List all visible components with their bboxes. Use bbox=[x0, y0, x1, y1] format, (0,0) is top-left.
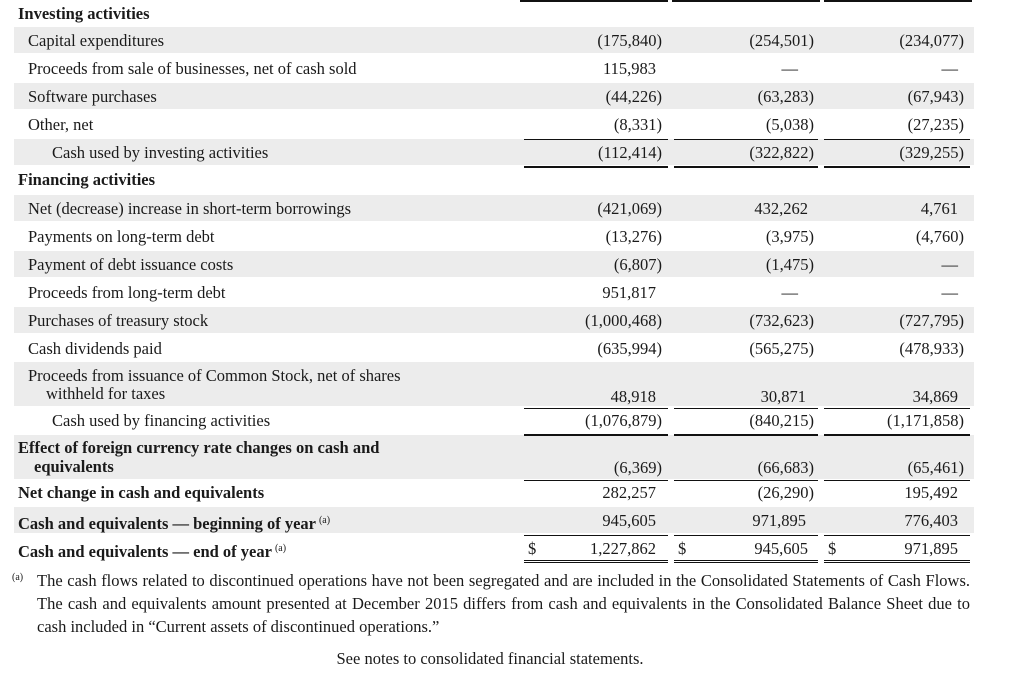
value-2015: (26,290) bbox=[757, 483, 814, 502]
row-label-continued: equivalents bbox=[34, 457, 114, 476]
subtotal-rule bbox=[524, 480, 668, 481]
value-2014: (65,461) bbox=[907, 458, 964, 477]
table-row bbox=[0, 283, 1024, 311]
value-2016: 115,983 bbox=[602, 59, 656, 78]
total-rule bbox=[674, 166, 818, 168]
value-2015: (63,283) bbox=[757, 87, 814, 106]
row-label: Proceeds from sale of businesses, net of cash sold bbox=[28, 59, 357, 78]
see-notes-caption: See notes to consolidated financial statements. bbox=[336, 649, 644, 668]
table-row bbox=[0, 366, 1024, 410]
value-2014: 195,492 bbox=[904, 483, 958, 502]
value-2015: 971,895 bbox=[752, 511, 806, 530]
subtotal-rule bbox=[674, 139, 818, 140]
value-2016: 1,227,862 bbox=[590, 539, 656, 558]
value-2015: (322,822) bbox=[749, 143, 814, 162]
value-2014: — bbox=[941, 59, 958, 78]
value-2016: (112,414) bbox=[597, 143, 662, 162]
value-2014: 776,403 bbox=[904, 511, 958, 530]
value-2016: 282,257 bbox=[602, 483, 656, 502]
subtotal-rule bbox=[674, 480, 818, 481]
value-2015: (254,501) bbox=[749, 31, 814, 50]
subtotal-rule bbox=[524, 139, 668, 140]
row-label: Cash and equivalents — beginning of year $^{(a)}$ bbox=[18, 514, 331, 533]
row-label-continued: withheld for taxes bbox=[46, 384, 166, 403]
value-2014: 971,895 bbox=[904, 539, 958, 558]
row-label: Purchases of treasury stock bbox=[28, 311, 209, 330]
value-2016: (1,000,468) bbox=[585, 311, 662, 330]
total-rule bbox=[824, 166, 970, 168]
value-2015: (66,683) bbox=[757, 458, 814, 477]
subtotal-rule bbox=[824, 480, 970, 481]
subtotal-rule bbox=[824, 408, 970, 409]
subtotal-rule bbox=[824, 535, 970, 536]
value-2014: (1,171,858) bbox=[887, 411, 964, 430]
row-label: Cash dividends paid bbox=[28, 339, 162, 358]
row-label: Net change in cash and equivalents bbox=[18, 483, 265, 502]
total-rule bbox=[674, 434, 818, 436]
value-2014: 4,761 bbox=[920, 199, 958, 218]
row-label: Payments on long-term debt bbox=[28, 227, 215, 246]
row-label: Cash used by financing activities bbox=[52, 411, 271, 430]
row-label: Effect of foreign currency rate changes on cash and bbox=[18, 438, 380, 457]
value-2015: (3,975) bbox=[765, 227, 814, 246]
value-2016: (175,840) bbox=[597, 31, 662, 50]
row-label: Software purchases bbox=[28, 87, 157, 106]
table-row bbox=[0, 255, 1024, 283]
table-row bbox=[0, 87, 1024, 115]
value-2016: (8,331) bbox=[613, 115, 662, 134]
value-2016: (13,276) bbox=[605, 227, 662, 246]
footnote-mark: (a) bbox=[12, 572, 24, 583]
value-2014: (478,933) bbox=[899, 339, 964, 358]
value-2016: (6,807) bbox=[613, 255, 662, 274]
table-row bbox=[0, 31, 1024, 59]
net-change-row bbox=[0, 483, 1024, 511]
double-total-rule bbox=[824, 560, 970, 563]
row-label: Payment of debt issuance costs bbox=[28, 255, 234, 274]
row-label: Other, net bbox=[28, 115, 94, 134]
total-rule bbox=[524, 166, 668, 168]
currency-symbol: $ bbox=[828, 539, 837, 558]
value-2014: (67,943) bbox=[907, 87, 964, 106]
value-2015: (565,275) bbox=[749, 339, 814, 358]
value-2014: (27,235) bbox=[907, 115, 964, 134]
subtotal-rule bbox=[824, 139, 970, 140]
value-2016: (1,076,879) bbox=[585, 411, 662, 430]
footnote-reference: (a) bbox=[318, 515, 331, 526]
subtotal-rule bbox=[524, 535, 668, 536]
value-2015: 945,605 bbox=[754, 539, 808, 558]
value-2015: (5,038) bbox=[765, 115, 814, 134]
fx-effect-row bbox=[0, 438, 1024, 482]
subtotal-rule bbox=[524, 408, 668, 409]
value-2015: (840,215) bbox=[749, 411, 814, 430]
column-1-top-rule bbox=[520, 0, 668, 2]
value-2014: (727,795) bbox=[899, 311, 964, 330]
subtotal-rule bbox=[674, 535, 818, 536]
value-2014: (234,077) bbox=[899, 31, 964, 50]
value-2015: (732,623) bbox=[749, 311, 814, 330]
footnote bbox=[12, 569, 970, 638]
double-total-rule bbox=[524, 560, 668, 563]
row-label: Cash and equivalents — end of year $^{(a)}$ bbox=[18, 542, 287, 561]
value-2016: (6,369) bbox=[613, 458, 662, 477]
currency-symbol: $ bbox=[528, 539, 537, 558]
row-label: Proceeds from long-term debt bbox=[28, 283, 226, 302]
value-2014: — bbox=[941, 283, 958, 302]
value-2015: — bbox=[781, 283, 798, 302]
table-row bbox=[0, 339, 1024, 367]
total-rule bbox=[824, 434, 970, 436]
value-2015: — bbox=[781, 59, 798, 78]
value-2016: (44,226) bbox=[605, 87, 662, 106]
table-row bbox=[0, 311, 1024, 339]
column-3-top-rule bbox=[824, 0, 972, 2]
value-2016: 48,918 bbox=[610, 387, 656, 406]
value-2015: (1,475) bbox=[765, 255, 814, 274]
footnote-reference: (a) bbox=[274, 543, 287, 554]
total-rule bbox=[524, 434, 668, 436]
value-2016: 945,605 bbox=[602, 511, 656, 530]
table-row bbox=[0, 59, 1024, 87]
table-row bbox=[0, 227, 1024, 255]
currency-symbol: $ bbox=[678, 539, 687, 558]
value-2014: (329,255) bbox=[899, 143, 964, 162]
value-2014: (4,760) bbox=[915, 227, 964, 246]
row-label: Net (decrease) increase in short-term borrowings bbox=[28, 199, 351, 218]
column-2-top-rule bbox=[672, 0, 820, 2]
value-2014: 34,869 bbox=[912, 387, 958, 406]
footnote-text: The cash flows related to discontinued operations have not been segregated and are included in the Consolidated Statements of Cash Flows. The cash and equivalents amount presented at December 2015 differs from cash and equivalents in the Consolidated Balance Sheet due to cash included in “Current assets of discontinued operations.” bbox=[37, 571, 970, 636]
value-2015: 432,262 bbox=[754, 199, 808, 218]
investing-heading: Investing activities bbox=[18, 4, 150, 23]
row-label: Cash used by investing activities bbox=[52, 143, 269, 162]
row-label: Proceeds from issuance of Common Stock, net of shares bbox=[28, 366, 401, 385]
value-2015: 30,871 bbox=[760, 387, 806, 406]
table-row bbox=[0, 199, 1024, 227]
double-total-rule bbox=[674, 560, 818, 563]
value-2016: (421,069) bbox=[597, 199, 662, 218]
row-label: Capital expenditures bbox=[28, 31, 165, 50]
subtotal-rule bbox=[674, 408, 818, 409]
value-2016: 951,817 bbox=[602, 283, 656, 302]
value-2016: (635,994) bbox=[597, 339, 662, 358]
financing-heading: Financing activities bbox=[18, 170, 156, 189]
value-2014: — bbox=[941, 255, 958, 274]
